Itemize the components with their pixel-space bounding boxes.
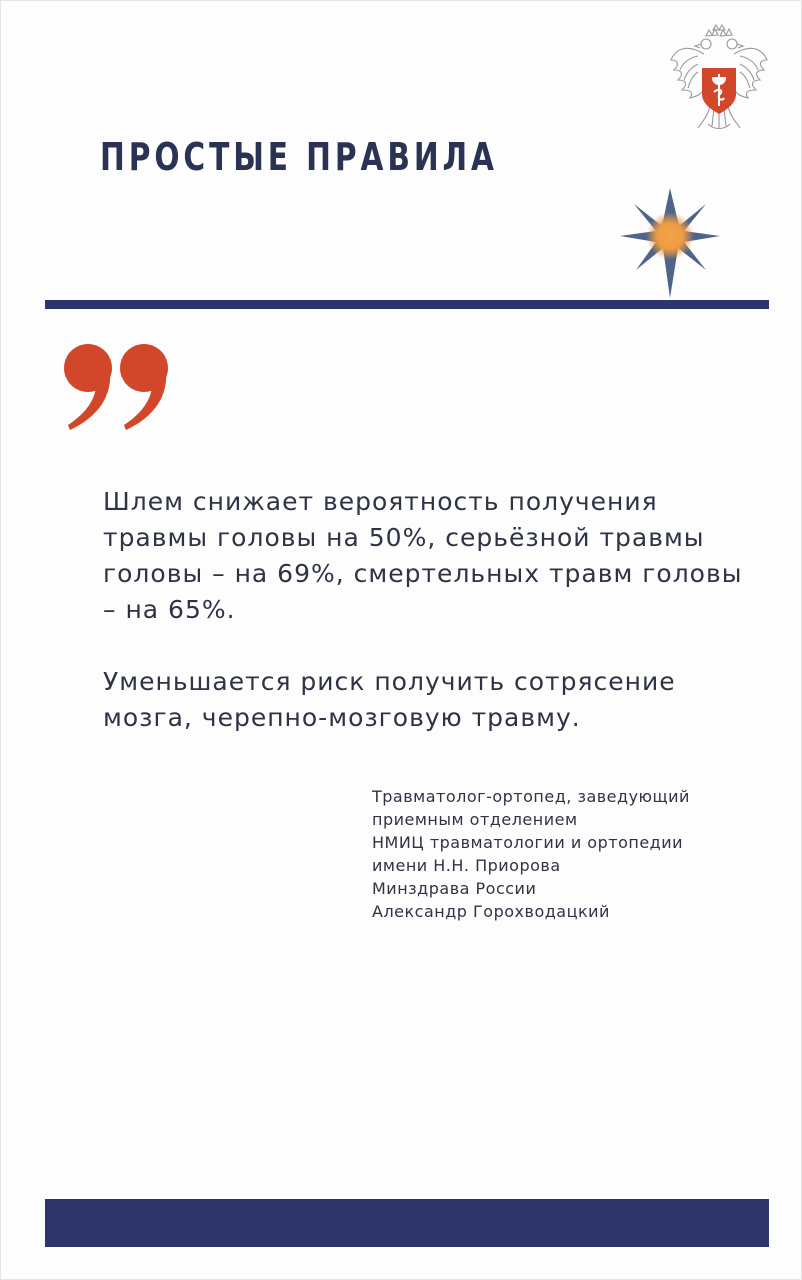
quotation-mark-icon [60, 336, 176, 432]
eight-point-star-icon [618, 186, 722, 300]
top-divider [45, 300, 769, 309]
attribution-line: приемным отделением [372, 810, 578, 829]
attribution-line: Травматолог-ортопед, заведующий [372, 787, 690, 806]
ministry-emblem-icon [668, 24, 770, 134]
quote-paragraph-1: Шлем снижает вероятность получения травмы головы на 50%, серьёзной травмы головы – на 69%, смертельных травм головы – на 65%. [103, 487, 743, 624]
attribution-author: Александр Горохводацкий [372, 902, 610, 921]
attribution-line: Минздрава России [372, 879, 537, 898]
attribution [372, 785, 772, 923]
quote-paragraph-2: Уменьшается риск получить сотрясение мозга, черепно-мозговую травму. [103, 667, 676, 732]
page-title: ПРОСТЫЕ ПРАВИЛА [100, 135, 498, 179]
bottom-bar [45, 1199, 769, 1247]
attribution-line: НМИЦ травматологии и ортопедии [372, 833, 684, 852]
attribution-line: имени Н.Н. Приорова [372, 856, 561, 875]
